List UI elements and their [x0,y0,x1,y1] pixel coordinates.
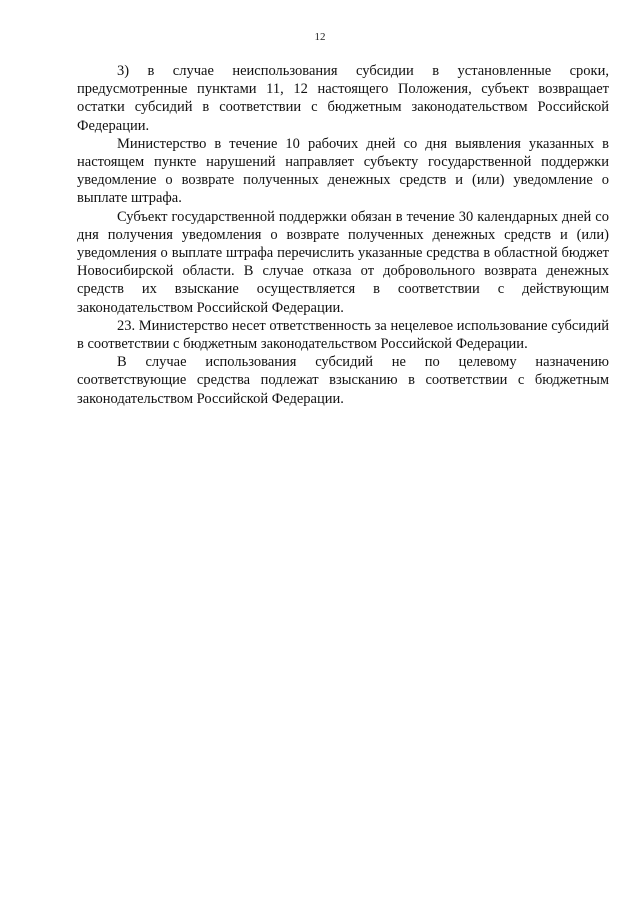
document-body [77,62,609,408]
page-number: 12 [314,31,326,43]
paragraph-item-23: 23. Министерство несет ответственность за нецелевое использование субсидий в соответствии с бюджетным законодательством Российской Федерации. [77,317,609,353]
paragraph-ministry-notice: Министерство в течение 10 рабочих дней со дня выявления указанных в настоящем пункте нарушений направляет субъекту государственной поддержки уведомление о возврате полученных денежных средств и (или) уведомление о выплате штрафа. [77,135,609,207]
paragraph-item-3: 3) в случае неиспользования субсидии в установленные сроки, предусмотренные пунктами 11, 12 настоящего Положения, субъект возвращает остатки субсидий в соответствии с бюджетным законодательством Российской Федерации. [77,63,609,134]
paragraph-misuse-recovery: В случае использования субсидий не по целевому назначению соответствующие средства подлежат взысканию в соответствии с бюджетным законодательством Российской Федерации. [77,354,609,407]
paragraph-return-obligation: Субъект государственной поддержки обязан в течение 30 календарных дней со дня получения уведомления о возврате полученных денежных средств и (или) уведомления о выплате штрафа перечислить указанные средства в областной бюджет Новосибирской области. В случае отказа от добровольного возврата денежных средств их взыскание осуществляется в соответствии с действующим законодательством Российской Федерации. [77,208,609,316]
